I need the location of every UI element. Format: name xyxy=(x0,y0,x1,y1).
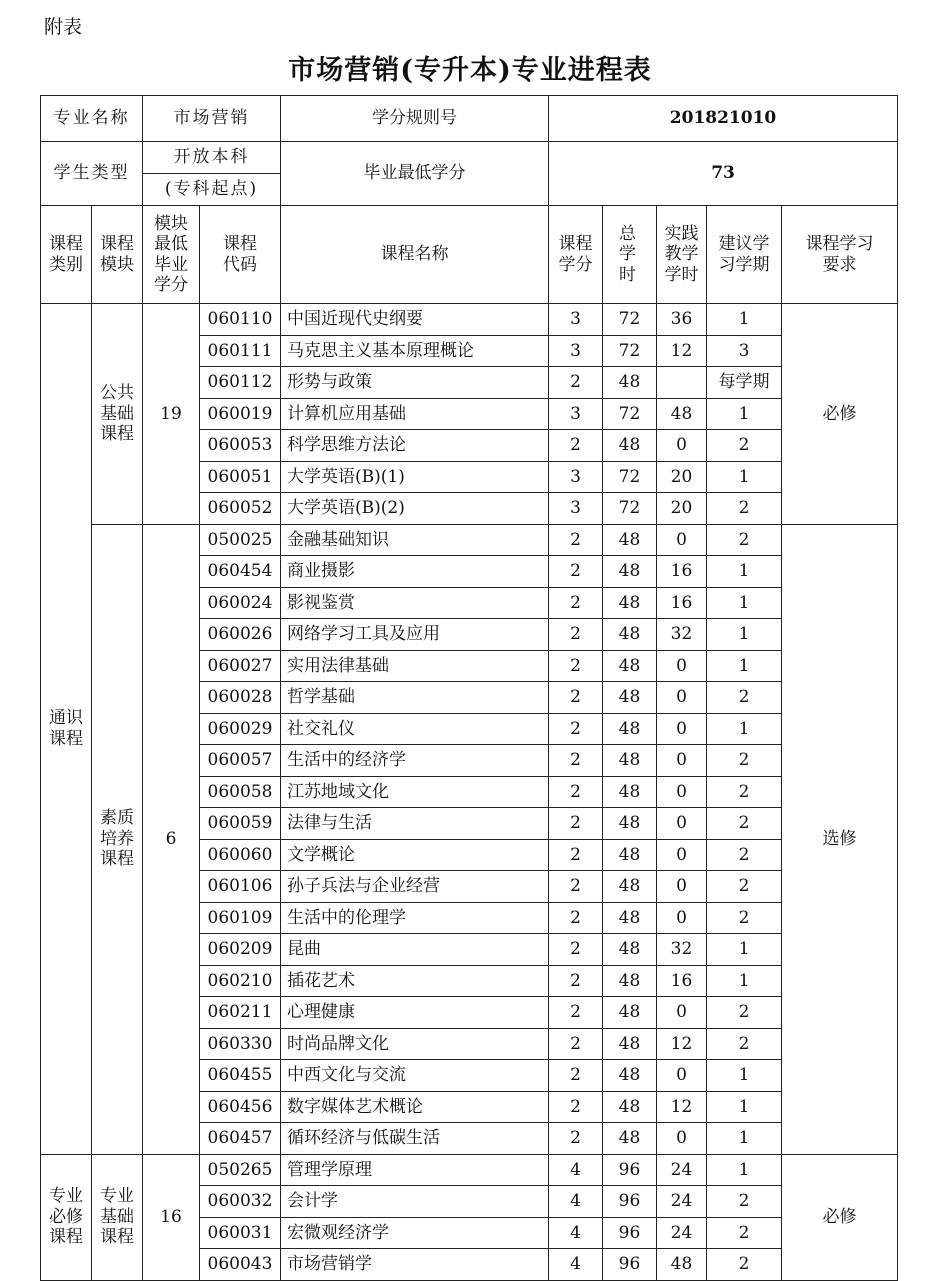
course-code: 060060 xyxy=(200,839,281,871)
course-hours: 48 xyxy=(603,587,657,619)
course-hours: 48 xyxy=(603,1060,657,1092)
course-term: 2 xyxy=(707,871,782,903)
course-hours: 48 xyxy=(603,871,657,903)
student-type-line1: 开放本科 xyxy=(143,142,281,174)
course-code: 060106 xyxy=(200,871,281,903)
course-term: 2 xyxy=(707,1186,782,1218)
course-term: 2 xyxy=(707,839,782,871)
course-credits: 3 xyxy=(549,304,603,336)
course-name: 商业摄影 xyxy=(281,556,549,588)
course-credits: 2 xyxy=(549,1123,603,1155)
course-credits: 2 xyxy=(549,713,603,745)
course-term: 1 xyxy=(707,1154,782,1186)
course-practice: 0 xyxy=(657,682,707,714)
course-practice: 48 xyxy=(657,1249,707,1281)
course-practice: 32 xyxy=(657,619,707,651)
course-name: 科学思维方法论 xyxy=(281,430,549,462)
major-label: 专业名称 xyxy=(41,96,143,142)
course-credits: 2 xyxy=(549,619,603,651)
course-hours: 48 xyxy=(603,1123,657,1155)
course-practice: 48 xyxy=(657,398,707,430)
course-name: 社交礼仪 xyxy=(281,713,549,745)
course-hours: 48 xyxy=(603,1091,657,1123)
course-practice: 0 xyxy=(657,1060,707,1092)
course-name: 会计学 xyxy=(281,1186,549,1218)
course-credits: 2 xyxy=(549,839,603,871)
course-credits: 3 xyxy=(549,398,603,430)
course-term: 每学期 xyxy=(707,367,782,399)
course-credits: 3 xyxy=(549,335,603,367)
course-name: 中国近现代史纲要 xyxy=(281,304,549,336)
course-hours: 72 xyxy=(603,461,657,493)
course-name: 循环经济与低碳生活 xyxy=(281,1123,549,1155)
course-code: 060456 xyxy=(200,1091,281,1123)
course-hours: 48 xyxy=(603,682,657,714)
course-term: 2 xyxy=(707,682,782,714)
course-name: 生活中的经济学 xyxy=(281,745,549,777)
course-name: 江苏地域文化 xyxy=(281,776,549,808)
student-type-label: 学生类型 xyxy=(41,142,143,206)
course-name: 大学英语(B)(2) xyxy=(281,493,549,525)
rule-label: 学分规则号 xyxy=(281,96,549,142)
course-practice: 0 xyxy=(657,1123,707,1155)
course-name: 中西文化与交流 xyxy=(281,1060,549,1092)
course-row xyxy=(41,304,898,336)
course-hours: 48 xyxy=(603,965,657,997)
course-practice: 36 xyxy=(657,304,707,336)
course-term: 1 xyxy=(707,556,782,588)
course-hours: 72 xyxy=(603,335,657,367)
course-credits: 2 xyxy=(549,934,603,966)
course-code: 060209 xyxy=(200,934,281,966)
course-name: 大学英语(B)(1) xyxy=(281,461,549,493)
course-code: 060051 xyxy=(200,461,281,493)
course-hours: 48 xyxy=(603,839,657,871)
course-credits: 2 xyxy=(549,902,603,934)
category-general: 通识课程 xyxy=(41,304,92,1155)
course-credits: 2 xyxy=(549,745,603,777)
course-practice: 12 xyxy=(657,1091,707,1123)
course-code: 060112 xyxy=(200,367,281,399)
course-hours: 72 xyxy=(603,493,657,525)
course-hours: 48 xyxy=(603,1028,657,1060)
course-hours: 48 xyxy=(603,524,657,556)
course-credits: 4 xyxy=(549,1217,603,1249)
course-hours: 72 xyxy=(603,398,657,430)
course-term: 2 xyxy=(707,1217,782,1249)
course-credits: 4 xyxy=(549,1186,603,1218)
course-credits: 2 xyxy=(549,682,603,714)
course-code: 060111 xyxy=(200,335,281,367)
course-hours: 48 xyxy=(603,808,657,840)
major-value: 市场营销 xyxy=(143,96,281,142)
course-practice: 20 xyxy=(657,461,707,493)
course-code: 060211 xyxy=(200,997,281,1029)
course-credits: 4 xyxy=(549,1249,603,1281)
min-credits-value: 73 xyxy=(549,142,898,206)
min-credits-label: 毕业最低学分 xyxy=(281,142,549,206)
course-hours: 48 xyxy=(603,430,657,462)
course-name: 计算机应用基础 xyxy=(281,398,549,430)
header-hours: 总学时 xyxy=(603,206,657,304)
course-practice: 0 xyxy=(657,871,707,903)
course-term: 1 xyxy=(707,619,782,651)
header-practice: 实践教学学时 xyxy=(657,206,707,304)
course-name: 哲学基础 xyxy=(281,682,549,714)
course-hours: 72 xyxy=(603,304,657,336)
course-credits: 2 xyxy=(549,524,603,556)
course-practice: 20 xyxy=(657,493,707,525)
course-credits: 3 xyxy=(549,461,603,493)
module-public: 公共基础课程 xyxy=(92,304,143,525)
course-name: 文学概论 xyxy=(281,839,549,871)
course-practice: 16 xyxy=(657,965,707,997)
module-major: 专业基础课程 xyxy=(92,1154,143,1280)
course-name: 形势与政策 xyxy=(281,367,549,399)
course-credits: 2 xyxy=(549,1028,603,1060)
course-code: 060032 xyxy=(200,1186,281,1218)
course-credits: 4 xyxy=(549,1154,603,1186)
course-code: 060031 xyxy=(200,1217,281,1249)
course-term: 2 xyxy=(707,902,782,934)
page-title: 市场营销(专升本)专业进程表 xyxy=(288,55,652,86)
course-practice: 24 xyxy=(657,1154,707,1186)
course-term: 1 xyxy=(707,461,782,493)
course-name: 马克思主义基本原理概论 xyxy=(281,335,549,367)
course-code: 060210 xyxy=(200,965,281,997)
course-term: 2 xyxy=(707,808,782,840)
course-credits: 2 xyxy=(549,650,603,682)
course-term: 1 xyxy=(707,650,782,682)
course-hours: 96 xyxy=(603,1154,657,1186)
course-code: 060024 xyxy=(200,587,281,619)
course-practice: 12 xyxy=(657,1028,707,1060)
course-code: 060029 xyxy=(200,713,281,745)
category-major: 专业必修课程 xyxy=(41,1154,92,1280)
appendix-label: 附表 xyxy=(44,16,83,38)
course-name: 网络学习工具及应用 xyxy=(281,619,549,651)
course-credits: 2 xyxy=(549,556,603,588)
requirement-quality: 选修 xyxy=(782,524,898,1154)
course-code: 060053 xyxy=(200,430,281,462)
course-credits: 2 xyxy=(549,808,603,840)
course-term: 1 xyxy=(707,965,782,997)
course-code: 060454 xyxy=(200,556,281,588)
course-term: 3 xyxy=(707,335,782,367)
header-requirement: 课程学习要求 xyxy=(782,206,898,304)
course-name: 昆曲 xyxy=(281,934,549,966)
course-hours: 48 xyxy=(603,713,657,745)
header-code: 课程代码 xyxy=(200,206,281,304)
course-name: 插花艺术 xyxy=(281,965,549,997)
module-min-quality: 6 xyxy=(143,524,200,1154)
course-hours: 48 xyxy=(603,934,657,966)
course-name: 数字媒体艺术概论 xyxy=(281,1091,549,1123)
course-code: 060027 xyxy=(200,650,281,682)
course-practice: 0 xyxy=(657,839,707,871)
course-practice: 24 xyxy=(657,1217,707,1249)
course-credits: 2 xyxy=(549,871,603,903)
course-practice: 0 xyxy=(657,745,707,777)
course-name: 生活中的伦理学 xyxy=(281,902,549,934)
course-term: 2 xyxy=(707,1249,782,1281)
header-term: 建议学习学期 xyxy=(707,206,782,304)
course-hours: 48 xyxy=(603,556,657,588)
course-hours: 96 xyxy=(603,1217,657,1249)
course-code: 060110 xyxy=(200,304,281,336)
course-name: 孙子兵法与企业经营 xyxy=(281,871,549,903)
course-practice: 0 xyxy=(657,524,707,556)
course-name: 实用法律基础 xyxy=(281,650,549,682)
course-credits: 2 xyxy=(549,965,603,997)
course-credits: 2 xyxy=(549,776,603,808)
course-practice: 0 xyxy=(657,713,707,745)
course-code: 060028 xyxy=(200,682,281,714)
course-code: 060043 xyxy=(200,1249,281,1281)
header-credits: 课程学分 xyxy=(549,206,603,304)
course-credits: 2 xyxy=(549,430,603,462)
course-hours: 48 xyxy=(603,745,657,777)
course-term: 2 xyxy=(707,1028,782,1060)
course-term: 1 xyxy=(707,304,782,336)
course-code: 050025 xyxy=(200,524,281,556)
course-name: 宏微观经济学 xyxy=(281,1217,549,1249)
course-term: 1 xyxy=(707,1091,782,1123)
course-name: 法律与生活 xyxy=(281,808,549,840)
course-term: 1 xyxy=(707,713,782,745)
course-name: 市场营销学 xyxy=(281,1249,549,1281)
course-term: 2 xyxy=(707,524,782,556)
course-code: 060058 xyxy=(200,776,281,808)
module-min-public: 19 xyxy=(143,304,200,525)
course-practice: 0 xyxy=(657,430,707,462)
course-credits: 2 xyxy=(549,587,603,619)
module-min-major: 16 xyxy=(143,1154,200,1280)
student-type-line2: (专科起点) xyxy=(143,174,281,206)
course-term: 2 xyxy=(707,997,782,1029)
course-credits: 2 xyxy=(549,1091,603,1123)
program-schedule-table xyxy=(40,95,898,1281)
course-practice xyxy=(657,367,707,399)
course-term: 1 xyxy=(707,1060,782,1092)
course-code: 060057 xyxy=(200,745,281,777)
course-term: 1 xyxy=(707,398,782,430)
course-practice: 12 xyxy=(657,335,707,367)
course-term: 2 xyxy=(707,745,782,777)
course-practice: 16 xyxy=(657,556,707,588)
course-practice: 0 xyxy=(657,997,707,1029)
course-row xyxy=(41,524,898,556)
course-credits: 3 xyxy=(549,493,603,525)
course-practice: 16 xyxy=(657,587,707,619)
course-code: 060026 xyxy=(200,619,281,651)
course-name: 金融基础知识 xyxy=(281,524,549,556)
course-hours: 48 xyxy=(603,367,657,399)
course-term: 1 xyxy=(707,934,782,966)
course-credits: 2 xyxy=(549,997,603,1029)
course-credits: 2 xyxy=(549,367,603,399)
requirement-public: 必修 xyxy=(782,304,898,525)
course-hours: 48 xyxy=(603,776,657,808)
requirement-major: 必修 xyxy=(782,1154,898,1280)
module-quality: 素质培养课程 xyxy=(92,524,143,1154)
course-practice: 0 xyxy=(657,650,707,682)
course-hours: 48 xyxy=(603,902,657,934)
course-code: 060052 xyxy=(200,493,281,525)
course-code: 060330 xyxy=(200,1028,281,1060)
header-name: 课程名称 xyxy=(281,206,549,304)
header-module: 课程模块 xyxy=(92,206,143,304)
course-term: 1 xyxy=(707,1123,782,1155)
course-hours: 96 xyxy=(603,1249,657,1281)
course-hours: 48 xyxy=(603,997,657,1029)
course-name: 心理健康 xyxy=(281,997,549,1029)
course-practice: 0 xyxy=(657,902,707,934)
course-code: 060059 xyxy=(200,808,281,840)
course-code: 060019 xyxy=(200,398,281,430)
course-hours: 48 xyxy=(603,650,657,682)
course-hours: 96 xyxy=(603,1186,657,1218)
course-term: 2 xyxy=(707,776,782,808)
course-term: 1 xyxy=(707,587,782,619)
course-code: 050265 xyxy=(200,1154,281,1186)
header-category: 课程类别 xyxy=(41,206,92,304)
course-name: 时尚品牌文化 xyxy=(281,1028,549,1060)
rule-value: 201821010 xyxy=(549,96,898,142)
course-practice: 32 xyxy=(657,934,707,966)
course-code: 060109 xyxy=(200,902,281,934)
course-name: 管理学原理 xyxy=(281,1154,549,1186)
course-practice: 24 xyxy=(657,1186,707,1218)
course-code: 060455 xyxy=(200,1060,281,1092)
course-row xyxy=(41,1154,898,1186)
course-term: 2 xyxy=(707,430,782,462)
course-hours: 48 xyxy=(603,619,657,651)
course-practice: 0 xyxy=(657,776,707,808)
course-practice: 0 xyxy=(657,808,707,840)
course-term: 2 xyxy=(707,493,782,525)
header-module-min: 模块最低毕业学分 xyxy=(143,206,200,304)
course-name: 影视鉴赏 xyxy=(281,587,549,619)
course-credits: 2 xyxy=(549,1060,603,1092)
course-code: 060457 xyxy=(200,1123,281,1155)
